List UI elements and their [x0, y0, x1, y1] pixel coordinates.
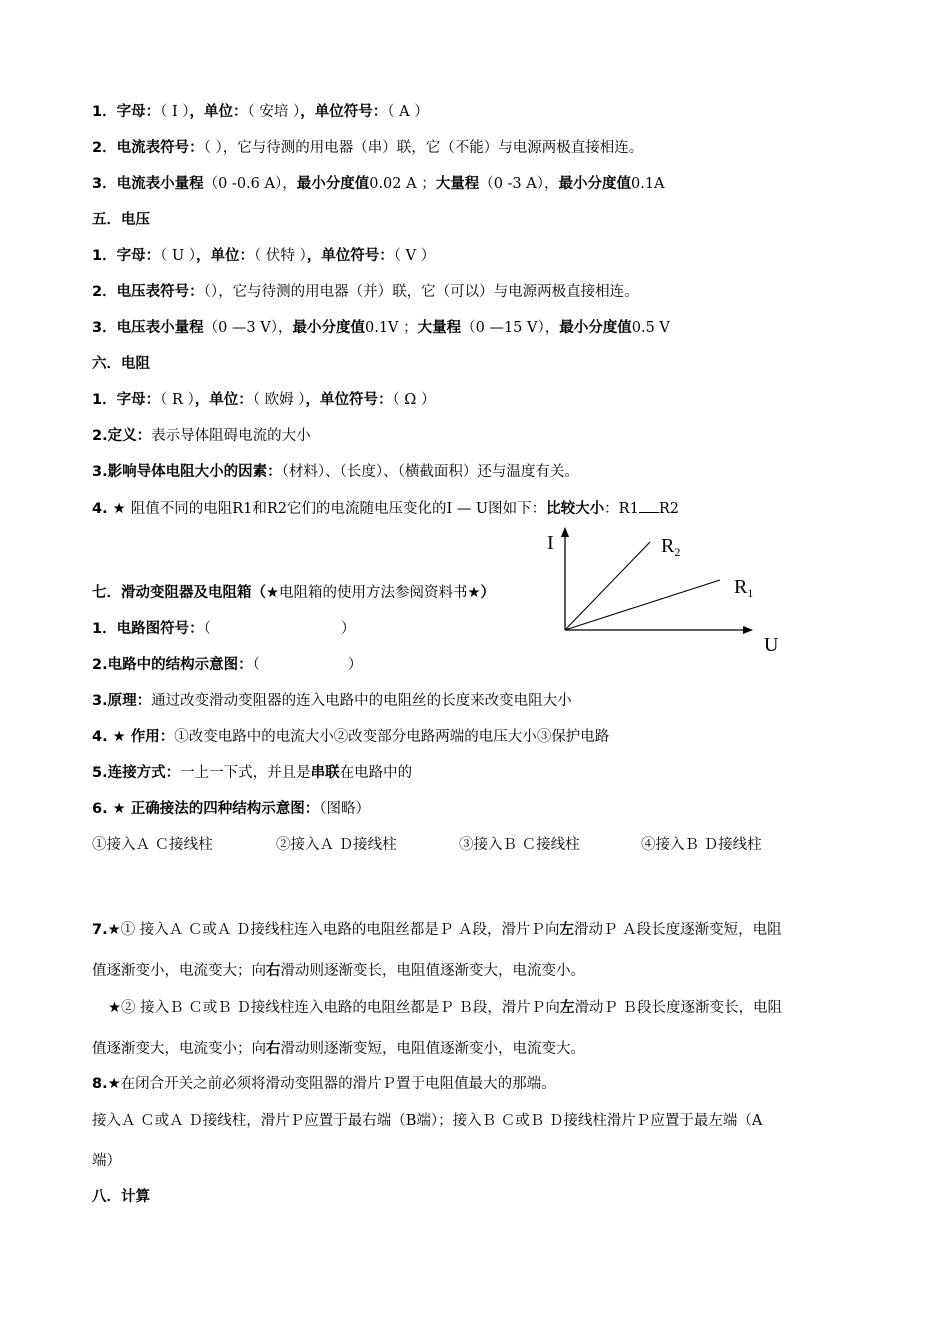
label: ，单位符号： [305, 392, 393, 408]
emphasis: 串联 [310, 765, 340, 781]
iu-graph [540, 520, 800, 660]
current-line-2 [92, 138, 643, 158]
label: 8.★ [92, 1076, 121, 1092]
label: 3．电压表小量程 [92, 320, 204, 336]
resistance-line-3 [92, 462, 579, 482]
paren: （ [203, 621, 211, 637]
current-line-3 [92, 174, 665, 194]
label: 4. ★ [92, 501, 131, 517]
label: ，单位符号： [300, 104, 388, 120]
section-heading-resistance: 六．电阻 [92, 356, 150, 372]
label: 1．电路图符号： [92, 621, 204, 637]
label: ，单位： [194, 392, 253, 408]
text: （ ），它与待测的用电器（串）联，它（不能）与电源两极直接相连。 [203, 140, 644, 156]
heading-text: 七．滑动变阻器及电阻箱（★ [92, 585, 279, 601]
text: ② 接入Ｂ Ｃ或Ｂ Ｄ接线柱连入电路的电阻丝都是Ｐ Ｂ段，滑片Ｐ向 [121, 1000, 560, 1016]
voltage-line-2 [92, 282, 639, 302]
value: （ 伏特 ） [254, 248, 307, 264]
label: ，单位符号： [306, 248, 394, 264]
rheostat-line-5 [92, 763, 412, 783]
text: 滑动Ｐ Ａ段长度逐渐变短，电阻 [574, 922, 782, 938]
label: 2．电压表符号： [92, 284, 204, 300]
rheostat-line-3 [92, 691, 572, 711]
label: 3.影响导体电阻大小的因素： [92, 464, 282, 480]
label: 比较大小 [546, 501, 605, 517]
label: ★ [108, 1000, 121, 1016]
label: 3.原理： [92, 693, 152, 709]
option-bd: ④接入Ｂ Ｄ接线柱 [641, 837, 762, 853]
value: 0.5 V [631, 320, 670, 336]
label: 7.★ [92, 922, 121, 938]
label: 3．电流表小量程 [92, 176, 204, 192]
text: （材料）、（长度）、（横截面积）还与温度有关。 [281, 464, 579, 480]
y-axis-label: I [547, 532, 554, 554]
text: 在闭合开关之前必须将滑动变阻器的滑片Ｐ置于电阻值最大的那端。 [120, 1076, 556, 1092]
label: 2．电流表符号： [92, 140, 204, 156]
value: （0 -0.6 A）， [203, 176, 297, 192]
rheostat-line-7b [108, 998, 782, 1018]
value: （ R ） [160, 392, 195, 408]
text: 值逐渐变小，电流变大；向 [92, 963, 266, 979]
resistance-line-2 [92, 426, 311, 446]
text: 阻值不同的电阻R1和R2它们的电流随电压变化的I — U图如下： [130, 501, 547, 517]
value: 0.02 A ； [369, 176, 436, 192]
voltage-line-3 [92, 318, 670, 338]
text: ① 接入Ａ Ｃ或Ａ Ｄ接线柱连入电路的电阻丝都是Ｐ Ａ段，滑片Ｐ向 [120, 922, 560, 938]
label-r1 [734, 576, 753, 600]
heading-text: ★） [467, 585, 495, 601]
x-axis-label: U [764, 634, 779, 656]
value: （ A ） [387, 104, 429, 120]
value: （ 欧姆 ） [252, 392, 306, 408]
label: 1．字母： [92, 104, 161, 120]
resistance-line-1 [92, 390, 435, 410]
value: （ 安培 ） [247, 104, 301, 120]
value: （ U ） [160, 248, 197, 264]
rheostat-line-1 [92, 619, 355, 639]
label-r1-sub: 1 [747, 586, 754, 600]
value: （0 —3 V）， [203, 320, 293, 336]
rheostat-line-8-detail: 接入Ａ Ｃ或Ａ Ｄ接线柱，滑片Ｐ应置于最右端（B端）；接入Ｂ Ｃ或Ｂ Ｄ接线柱滑片Ｐ应置于最左端（A [92, 1113, 763, 1129]
label: 1．字母： [92, 248, 161, 264]
text: ①改变电路中的电流大小②改变部分电路两端的电压大小③保护电路 [174, 729, 610, 745]
label-r2 [661, 535, 680, 559]
label: 2.定义： [92, 428, 152, 444]
section-heading-rheostat [92, 583, 495, 603]
label: 4. ★ 作用： [92, 729, 175, 745]
text: ：R1 [604, 501, 639, 517]
paren: ） [347, 657, 363, 673]
text: 滑动Ｐ Ｂ段长度逐渐变长，电阻 [574, 1000, 783, 1016]
text: 滑动则逐渐变长，电阻值逐渐变大，电流变小。 [280, 963, 585, 979]
label: 大量程 [435, 176, 480, 192]
paren: （ [252, 657, 260, 673]
rheostat-line-4 [92, 727, 609, 747]
rheostat-line-8 [92, 1074, 556, 1094]
text: 在电路中的 [339, 765, 413, 781]
text: 值逐渐变大，电流变小；向 [92, 1041, 266, 1057]
option-ac: ①接入Ａ Ｃ接线柱 [92, 837, 213, 853]
label-r2-main: R [661, 535, 675, 557]
text: 一上一下式，并且是 [180, 765, 311, 781]
value: （ Ω ） [392, 392, 436, 408]
label: 最小分度值 [559, 320, 632, 336]
text: 通过改变滑动变阻器的连入电路中的电阻丝的长度来改变电阻大小 [151, 693, 572, 709]
value: （ V ） [393, 248, 436, 264]
label: 5.连接方式： [92, 765, 181, 781]
label: 最小分度值 [296, 176, 370, 192]
label: 2.电路中的结构示意图： [92, 657, 253, 673]
section-heading-calc: 八．计算 [92, 1189, 150, 1205]
value: （0 —15 V）， [461, 320, 560, 336]
resistance-line-4 [92, 498, 679, 519]
value: （ I ） [160, 104, 190, 120]
section-heading-voltage: 五．电压 [92, 212, 150, 228]
option-bc: ③接入Ｂ Ｃ接线柱 [459, 837, 580, 853]
label-r1-main: R [734, 576, 748, 598]
label: ，单位： [189, 104, 248, 120]
emphasis: 右 [266, 963, 281, 979]
text: （），它与待测的用电器（并）联，它（可以）与电源两极直接相连。 [203, 284, 639, 300]
emphasis: 左 [559, 1000, 575, 1016]
rheostat-line-2 [92, 655, 362, 675]
label-r2-sub: 2 [674, 545, 681, 559]
rheostat-line-6 [92, 799, 370, 819]
answer-blank [639, 498, 659, 513]
label: 1．字母： [92, 392, 161, 408]
value: 0.1V ； [364, 320, 418, 336]
label: 最小分度值 [292, 320, 365, 336]
heading-text: 电阻箱的使用方法参阅资料书 [279, 585, 468, 601]
option-ad: ②接入Ａ Ｄ接线柱 [276, 837, 397, 853]
emphasis: 左 [559, 922, 575, 938]
emphasis: 右 [266, 1041, 281, 1057]
label: ，单位： [196, 248, 255, 264]
label: 最小分度值 [558, 176, 631, 192]
value: （0 -3 A）， [479, 176, 559, 192]
current-line-1 [92, 102, 429, 122]
text: 表示导体阻碍电流的大小 [151, 428, 311, 444]
text: （图略） [319, 801, 370, 817]
rheostat-line-7b-cont [92, 1039, 585, 1059]
rheostat-line-8-detail-cont: 端） [92, 1153, 121, 1169]
voltage-line-1 [92, 246, 435, 266]
value: 0.1A [631, 176, 665, 192]
paren: ） [340, 621, 356, 637]
label: 大量程 [417, 320, 462, 336]
rheostat-line-7-cont [92, 961, 585, 981]
label: 6. ★ 正确接法的四种结构示意图： [92, 801, 320, 817]
text: R2 [658, 501, 679, 517]
rheostat-line-7 [92, 920, 782, 940]
line-r1 [565, 580, 720, 630]
text: 滑动则逐渐变短，电阻值逐渐变小，电流变大。 [280, 1041, 585, 1057]
